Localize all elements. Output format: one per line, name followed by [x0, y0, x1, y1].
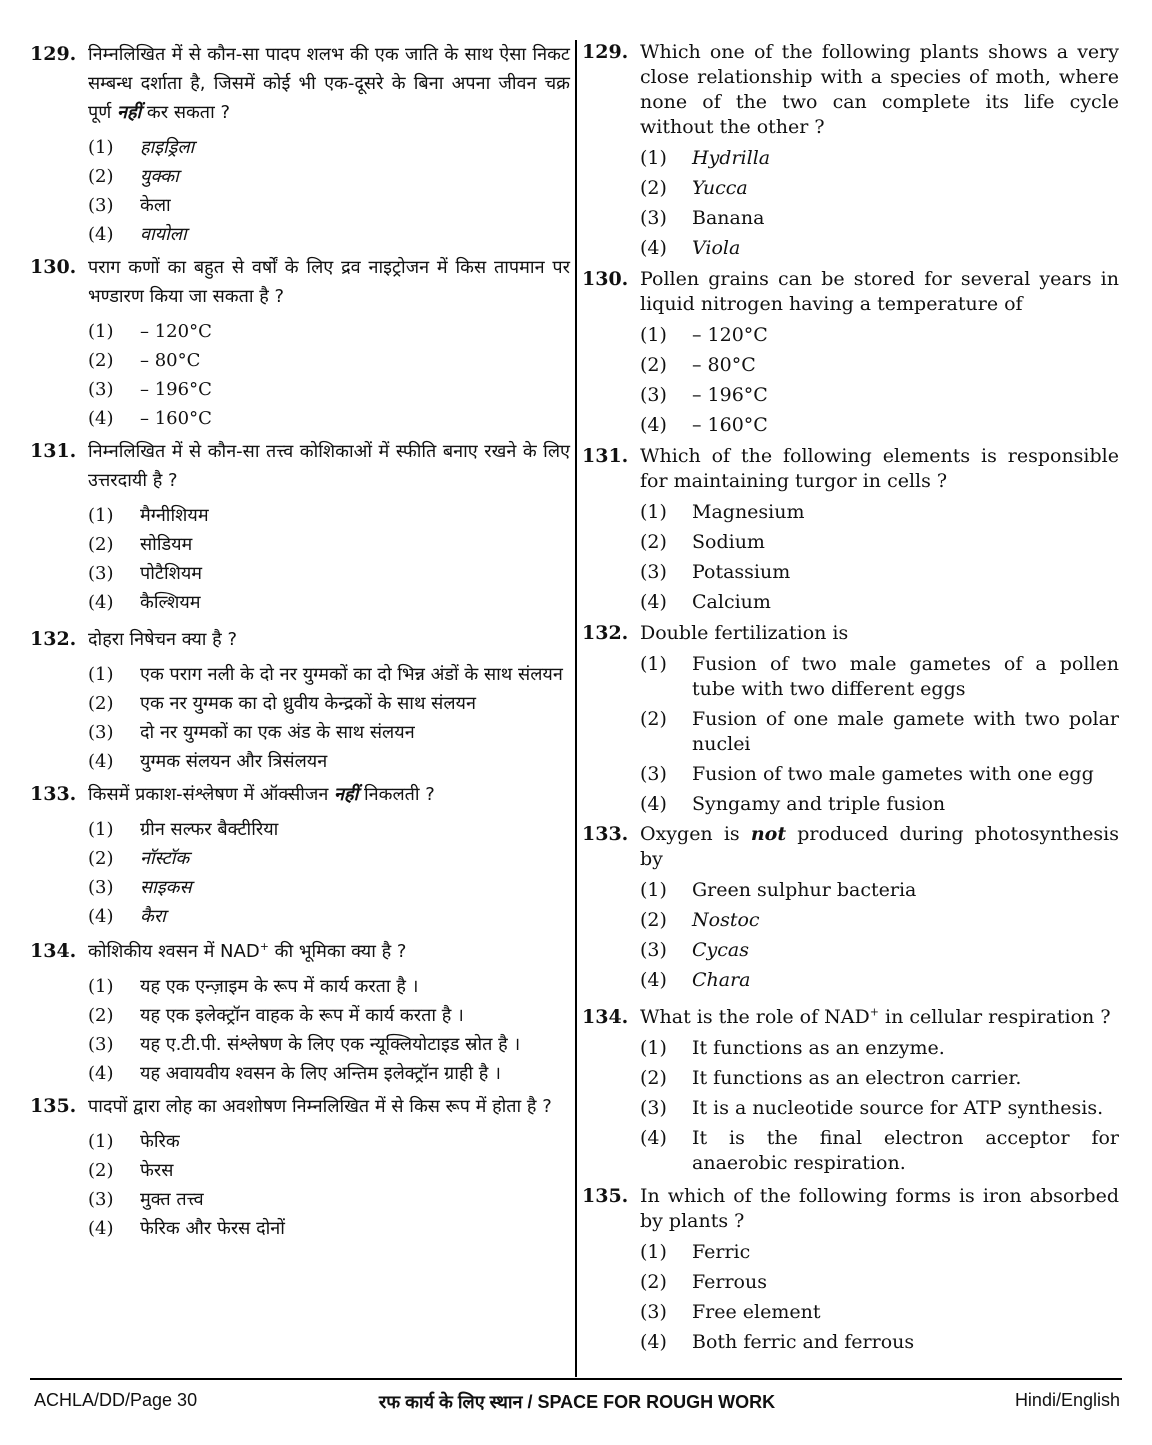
question-text: निम्नलिखित में से कौन-सा पादप शलभ की एक जाति के साथ ऐसा निकट सम्बन्ध दर्शाता है, जिसमें कोई भी एक-दूसरे के बिना अपना जीवन चक्र पूर्ण नहीं कर सकता ?	[88, 44, 570, 123]
question-block-133-hi	[30, 780, 570, 931]
option: (2) एक नर युग्मक का दो ध्रुवीय केन्द्रकों के साथ संलयन	[88, 693, 476, 714]
option: (4) Syngamy and triple fusion	[640, 793, 946, 815]
option: (4) Viola	[640, 237, 741, 259]
question-block-134-hi	[30, 937, 570, 1088]
question-text: Which of the following elements is responsible for maintaining turgor in cells ?	[640, 445, 1119, 492]
option: (1) – 120°C	[88, 321, 212, 342]
rough-work-label: रफ कार्य के लिए स्थान / SPACE FOR ROUGH WORK	[378, 1392, 776, 1412]
option: (2) नॉस्टॉक	[88, 848, 190, 869]
option: (1) Ferric	[640, 1241, 751, 1263]
option: (4) कैल्शियम	[88, 592, 201, 613]
option: (3) पोटैशियम	[88, 563, 203, 584]
question-number: 135.	[582, 1185, 629, 1207]
option: (3) केला	[88, 195, 171, 216]
option: (3) It is a nucleotide source for ATP synthesis.	[640, 1097, 1104, 1119]
question-number: 130.	[30, 256, 77, 278]
question-number: 131.	[30, 440, 77, 462]
question-number: 131.	[582, 445, 629, 467]
question-block-129-en	[582, 40, 1119, 261]
question-number: 134.	[582, 1006, 629, 1028]
option: (2) Ferrous	[640, 1271, 767, 1293]
column-divider	[575, 40, 577, 1377]
option: (4) – 160°C	[640, 414, 768, 436]
question-number: 132.	[582, 622, 629, 644]
option: (3) साइकस	[88, 877, 192, 898]
footer-divider	[30, 1378, 1122, 1380]
option: (4) Chara	[640, 969, 751, 991]
question-block-132-hi	[30, 625, 570, 776]
option: (3) दो नर युग्मकों का एक अंड के साथ संलयन	[88, 722, 415, 743]
question-number: 132.	[30, 628, 77, 650]
option: (3) Fusion of two male gametes with one egg	[640, 763, 1094, 785]
question-block-131-en	[582, 444, 1119, 615]
option: (2) सोडियम	[88, 534, 193, 555]
question-text: दोहरा निषेचन क्या है ?	[88, 629, 238, 650]
question-number: 133.	[30, 783, 77, 805]
question-text: Double fertilization is	[640, 622, 849, 644]
option: (2) युक्का	[88, 166, 179, 187]
question-text: Oxygen is not produced during photosynthesis by	[640, 823, 1119, 870]
option: (1) फेरिक	[88, 1131, 180, 1152]
question-text: कोशिकीय श्वसन में NAD+ की भूमिका क्या है ?	[88, 940, 407, 962]
option: (1) एक पराग नली के दो नर युग्मकों का दो भिन्न अंडों के साथ संलयन	[88, 664, 563, 685]
option: (4) कैरा	[88, 906, 166, 927]
page-footer	[34, 1390, 1120, 1414]
question-number: 130.	[582, 268, 629, 290]
option: (3) Free element	[640, 1301, 821, 1323]
question-block-132-en	[582, 621, 1119, 817]
question-text: पादपों द्वारा लोह का अवशोषण निम्नलिखित में से किस रूप में होता है ?	[88, 1096, 552, 1117]
question-text: Pollen grains can be stored for several years in liquid nitrogen having a temperature of	[640, 268, 1119, 315]
option: (1) Magnesium	[640, 501, 805, 523]
option: (2) Nostoc	[640, 909, 760, 931]
question-text: In which of the following forms is iron absorbed by plants ?	[640, 1185, 1119, 1232]
option: (1) Green sulphur bacteria	[640, 879, 917, 901]
question-text: निम्नलिखित में से कौन-सा तत्त्व कोशिकाओं में स्फीति बनाए रखने के लिए उत्तरदायी है ?	[88, 441, 570, 491]
option: (4) – 160°C	[88, 408, 212, 429]
option: (3) Cycas	[640, 939, 749, 961]
question-number: 135.	[30, 1095, 77, 1117]
question-text: किसमें प्रकाश-संश्लेषण में ऑक्सीजन नहीं निकलती ?	[88, 784, 435, 805]
question-block-135-hi	[30, 1092, 570, 1243]
option: (1) It functions as an enzyme.	[640, 1037, 945, 1059]
option: (4) यह अवायवीय श्वसन के लिए अन्तिम इलेक्ट्रॉन ग्राही है ।	[88, 1063, 501, 1084]
hindi-column	[30, 40, 570, 1243]
option: (1) हाइड्रिला	[88, 137, 195, 158]
question-block-135-en	[582, 1184, 1119, 1355]
option: (1) Hydrilla	[640, 147, 771, 169]
question-block-130-hi	[30, 253, 570, 433]
question-block-133-en	[582, 822, 1119, 993]
question-text: पराग कणों का बहुत से वर्षों के लिए द्रव नाइट्रोजन में किस तापमान पर भण्डारण किया जा सकता है ?	[88, 257, 570, 307]
question-block-129-hi	[30, 40, 570, 249]
option: (4) फेरिक और फेरस दोनों	[88, 1218, 285, 1239]
option: (1) यह एक एन्ज़ाइम के रूप में कार्य करता है ।	[88, 976, 419, 997]
option: (2) Yucca	[640, 177, 748, 199]
option: (1) Fusion of two male gametes of a pollen tube with two different eggs	[640, 653, 1119, 700]
question-block-134-en	[582, 1005, 1119, 1176]
option: (1) – 120°C	[640, 324, 768, 346]
question-block-131-hi	[30, 437, 570, 617]
option: (4) Both ferric and ferrous	[640, 1331, 915, 1353]
question-number: 129.	[582, 41, 629, 63]
option: (3) Banana	[640, 207, 765, 229]
option: (4) It is the final electron acceptor for anaerobic respiration.	[640, 1127, 1119, 1174]
question-number: 134.	[30, 940, 77, 962]
option: (3) यह ए.टी.पी. संश्लेषण के लिए एक न्यूक्लियोटाइड स्रोत है ।	[88, 1034, 521, 1055]
question-number: 129.	[30, 43, 77, 65]
option: (1) ग्रीन सल्फर बैक्टीरिया	[88, 819, 279, 840]
option: (2) Fusion of one male gamete with two polar nuclei	[640, 708, 1119, 755]
option: (3) मुक्त तत्त्व	[88, 1189, 204, 1210]
page-reference: ACHLA/DD/Page 30	[34, 1390, 198, 1410]
option: (1) मैग्नीशियम	[88, 505, 209, 526]
question-number: 133.	[582, 823, 629, 845]
option: (2) It functions as an electron carrier.	[640, 1067, 1022, 1089]
option: (4) Calcium	[640, 591, 771, 613]
option: (2) फेरस	[88, 1160, 174, 1181]
option: (2) – 80°C	[88, 350, 201, 371]
option: (3) Potassium	[640, 561, 791, 583]
english-column	[582, 40, 1119, 1360]
option: (4) युग्मक संलयन और त्रिसंलयन	[88, 751, 328, 772]
option: (3) – 196°C	[88, 379, 212, 400]
language-label: Hindi/English	[1014, 1390, 1120, 1410]
option: (2) – 80°C	[640, 354, 756, 376]
option: (3) – 196°C	[640, 384, 768, 406]
question-block-130-en	[582, 267, 1119, 438]
question-text: What is the role of NAD+ in cellular respiration ?	[640, 1005, 1111, 1028]
option: (2) यह एक इलेक्ट्रॉन वाहक के रूप में कार्य करता है ।	[88, 1005, 464, 1026]
question-text: Which one of the following plants shows a very close relationship with a species of moth, where none of the two can complete its life cycle without the other ?	[640, 41, 1119, 138]
option: (2) Sodium	[640, 531, 765, 553]
option: (4) वायोला	[88, 224, 187, 245]
